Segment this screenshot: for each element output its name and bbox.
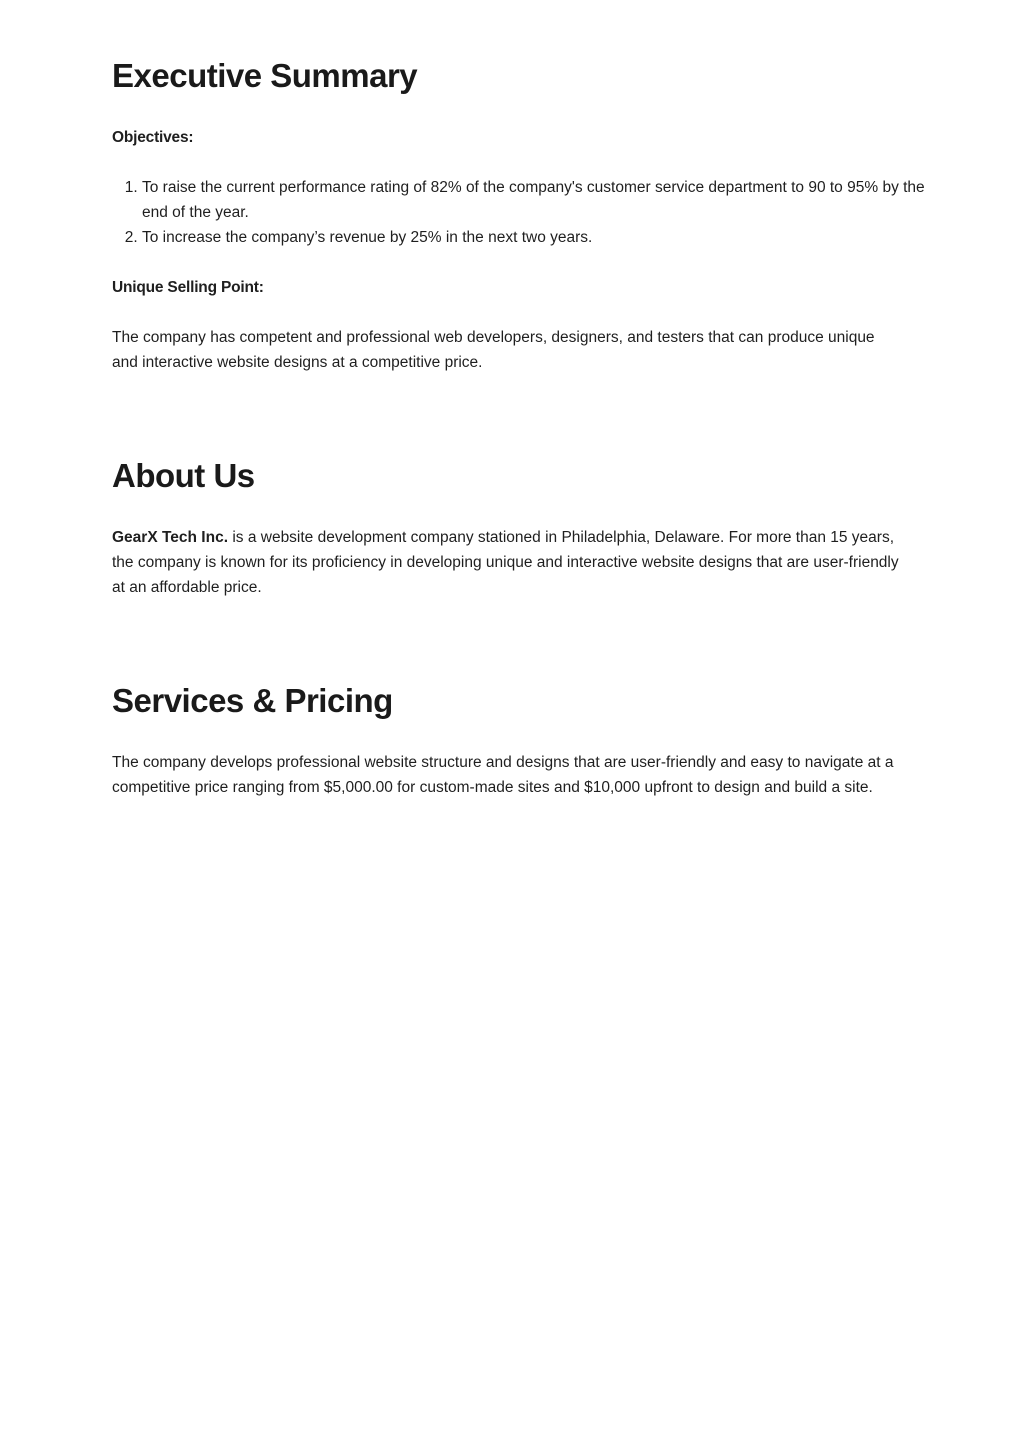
objectives-label: Objectives: — [112, 129, 194, 146]
about-us-body: is a website development company stationed in Philadelphia, Delaware. For more than 15 years, the company is known for its proficiency in developing unique and interactive website designs that are user-friendly at an affordable price. — [112, 529, 899, 596]
unique-selling-point-text: The company has competent and professional web developers, designers, and testers that can produce unique and interactive website designs at a competitive price. — [112, 329, 875, 371]
services-pricing-heading: Services & Pricing — [112, 682, 393, 719]
objective-item: 1. To raise the current performance rating of 82% of the company's customer service department to 90 to 95% by the end of the year. — [142, 175, 942, 225]
unique-selling-point-label: Unique Selling Point: — [112, 279, 264, 296]
company-name: GearX Tech Inc. — [112, 529, 229, 546]
about-us-heading: About Us — [112, 457, 255, 494]
services-pricing-text: The company develops professional website structure and designs that are user-friendly and easy to navigate at a competitive price ranging from $5,000.00 for custom-made sites and $10,000 upfront to design and build a site. — [112, 754, 894, 796]
about-us-text — [112, 525, 912, 600]
executive-summary-heading: Executive Summary — [112, 57, 418, 94]
objectives-list — [112, 175, 942, 250]
objective-item: 2. To increase the company’s revenue by 25% in the next two years. — [142, 225, 942, 250]
